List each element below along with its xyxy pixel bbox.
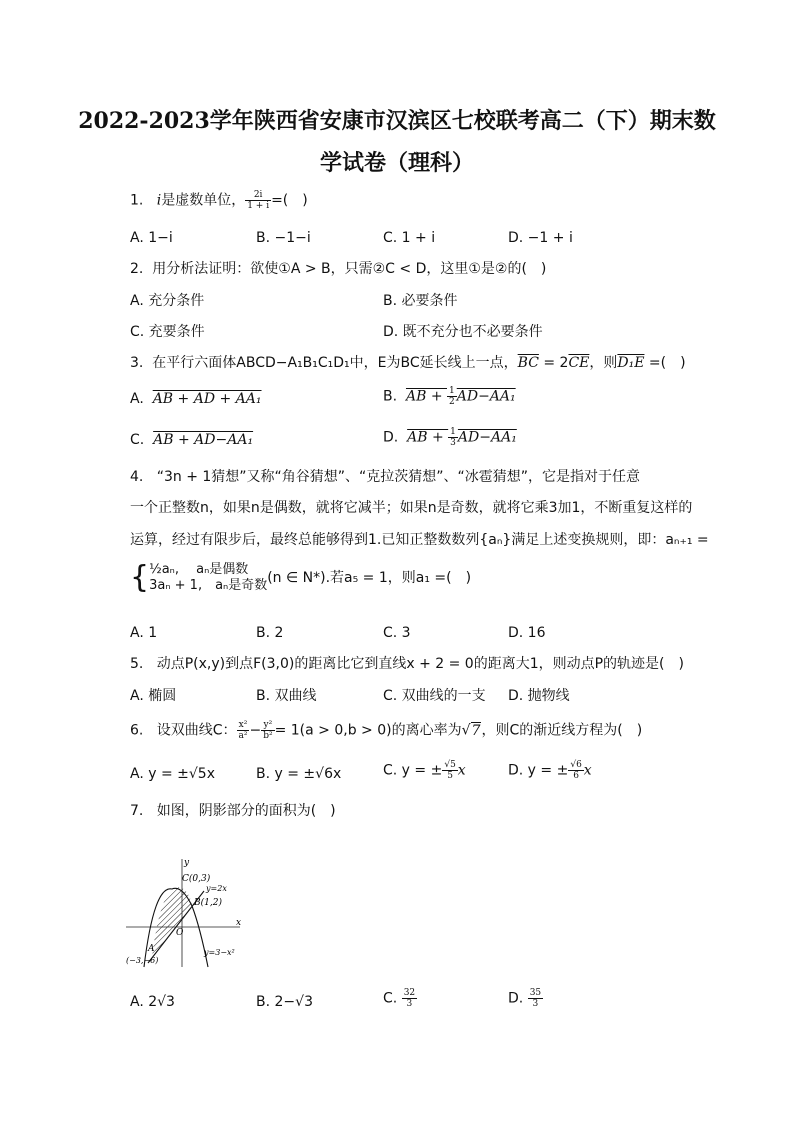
question-number: 5.	[130, 656, 144, 672]
point-a-label: A	[148, 944, 155, 954]
option-b: B. 双曲线	[256, 688, 317, 704]
shaded-region	[152, 887, 192, 957]
fraction-numerator: y²	[261, 720, 274, 731]
question-5	[130, 654, 740, 674]
option-variable: x	[457, 762, 466, 779]
question-text: 用分析法证明：欲使①A > B，只需②C < D，这里①是②的( )	[152, 261, 547, 277]
question-4-line3: 运算，经过有限步后，最终总能够得到1.已知正整数数列{aₙ}满足上述变换规则，即：aₙ₊₁ =	[130, 532, 709, 548]
question-number: 3.	[130, 355, 144, 371]
option-d: D. 抛物线	[508, 688, 570, 704]
option-c	[383, 988, 417, 1009]
question-7	[130, 801, 740, 821]
question-text: 是虚数单位，	[161, 192, 246, 209]
option-b: B. −1−i	[256, 230, 311, 246]
option-a: A. 椭圆	[130, 688, 177, 704]
option-a: A. y = ±√5x	[130, 766, 215, 782]
fraction	[528, 988, 543, 1009]
option-b: B. 2	[256, 625, 284, 641]
fraction	[442, 760, 457, 781]
radicand: 7	[471, 722, 481, 739]
option-label: C.	[383, 990, 398, 1007]
option-b: B. y = ±√6x	[256, 766, 342, 782]
fraction-denominator: a²	[238, 731, 248, 741]
option-label: C.	[130, 432, 145, 448]
option-a: A. 2√3	[130, 994, 175, 1010]
question-3	[130, 353, 740, 373]
question-number: 1.	[130, 192, 144, 209]
fraction-numerator: 1	[449, 386, 455, 396]
origin-label: O	[176, 928, 184, 938]
fraction-numerator: √5	[444, 760, 456, 770]
fraction	[448, 427, 458, 448]
fraction-denominator: 3	[450, 438, 456, 448]
option-d: D. −1 + i	[508, 230, 573, 246]
piecewise-rows	[149, 562, 267, 594]
vector: $\overline{CE}$	[568, 355, 590, 371]
x-axis-label: x	[236, 918, 242, 928]
question-text: 如图，阴影部分的面积为( )	[156, 803, 336, 819]
question-4-cases	[130, 562, 740, 594]
question-text: 设双曲线C：	[156, 722, 237, 739]
case-row: ½aₙ, aₙ是偶数	[149, 562, 249, 577]
fraction-denominator: 5	[447, 771, 453, 781]
point-b-label: B(1,2)	[194, 898, 222, 908]
question-text: 在平行六面体ABCD−A₁B₁C₁D₁中，E为BC延长线上一点，	[152, 355, 518, 371]
option-c	[130, 430, 253, 450]
fraction-numerator: 1	[450, 427, 456, 437]
line-label: y=2x	[206, 884, 227, 893]
point-a-coordinate: (−3,−6)	[126, 956, 159, 965]
option-b: B. 2−√3	[256, 994, 313, 1010]
option-c: C. 3	[383, 625, 411, 641]
question-text: ，则C的渐近线方程为( )	[481, 722, 643, 739]
fraction-denominator: 3	[532, 999, 539, 1009]
fraction-numerator: 2i	[245, 190, 271, 201]
fraction-denominator: 3	[406, 999, 413, 1009]
question-number: 4.	[130, 469, 144, 485]
option-d	[508, 760, 592, 781]
option-expression: AB + AD + AA₁	[152, 391, 262, 407]
option-a: A. 1−i	[130, 230, 173, 246]
option-a: A. 充分条件	[130, 293, 205, 309]
option-label: B.	[383, 388, 398, 405]
fraction	[237, 720, 250, 741]
option-label: A.	[130, 391, 144, 407]
fraction-denominator: b²	[263, 731, 273, 741]
option-a	[130, 389, 262, 409]
question-text: “3n + 1猜想”又称“角谷猜想”、“克拉茨猜想”、“冰雹猜想”，它是指对于任意	[156, 469, 641, 485]
question-text: =( )	[271, 192, 308, 209]
minus-sign: −	[249, 722, 262, 739]
square-root	[462, 722, 482, 739]
question-number: 2.	[130, 261, 144, 277]
question-6	[130, 720, 740, 741]
option-d	[508, 988, 543, 1009]
option-label: D. y = ±	[508, 762, 569, 779]
question-text: =( )	[644, 355, 686, 371]
option-c: C. 1 + i	[383, 230, 436, 246]
question-text: i	[156, 192, 162, 209]
question-1	[130, 190, 740, 211]
brace-symbol: {	[130, 560, 150, 595]
question-text: ，则	[589, 355, 618, 371]
fraction	[568, 760, 583, 781]
question-number: 7.	[130, 803, 144, 819]
fraction	[245, 190, 271, 211]
fraction-numerator: 35	[529, 988, 542, 998]
option-expression: AB + AD−AA₁	[153, 432, 254, 448]
question-4-line1	[130, 467, 740, 487]
area-figure	[126, 855, 246, 970]
question-text: = 1(a > 0,b > 0)的离心率为	[274, 722, 462, 739]
fraction-denominator: 2	[449, 397, 455, 407]
fraction	[402, 988, 417, 1009]
vector: D₁E	[617, 355, 645, 371]
option-variable: x	[583, 762, 592, 779]
fraction-denominator: 6	[573, 771, 579, 781]
question-text: 动点P(x,y)到点F(3,0)的距离比它到直线x + 2 = 0的距离大1，则动点P的轨迹是( )	[156, 656, 684, 672]
question-2	[130, 259, 740, 279]
fraction-denominator: 1 + i	[247, 201, 270, 211]
option-c: C. 双曲线的一支	[383, 688, 486, 704]
question-number: 6.	[130, 722, 144, 739]
vector: $\overline{BC}$	[517, 355, 539, 371]
fraction	[261, 720, 274, 741]
exam-title-line2: 学试卷（理科）	[319, 150, 474, 176]
radical-sign: √	[461, 722, 471, 739]
option-c	[383, 760, 466, 781]
option-expression: AB +	[407, 429, 449, 446]
option-label: C. y = ±	[383, 762, 443, 779]
question-4-line2: 一个正整数n，如果n是偶数，就将它减半；如果n是奇数，就将它乘3加1，不断重复这样的	[130, 500, 693, 516]
option-b	[383, 386, 516, 407]
option-d: D. 既不充分也不必要条件	[383, 324, 543, 340]
case-row: 3aₙ + 1, aₙ是奇数	[149, 578, 268, 593]
fraction	[447, 386, 457, 407]
option-b: B. 必要条件	[383, 293, 458, 309]
option-d	[383, 427, 517, 448]
option-c: C. 充要条件	[130, 324, 205, 340]
fraction-numerator: √6	[570, 760, 582, 770]
option-expression: AB +	[405, 388, 447, 405]
curve-label: y=3−x²	[204, 948, 235, 957]
fraction-numerator: x²	[237, 720, 250, 731]
piecewise	[130, 562, 267, 594]
option-expression: AD−AA₁	[456, 388, 516, 405]
question-text: = 2	[538, 355, 569, 371]
exam-title-line1: 2022-2023学年陕西省安康市汉滨区七校联考高二（下）期末数	[78, 108, 716, 134]
option-a: A. 1	[130, 625, 158, 641]
option-d: D. 16	[508, 625, 546, 641]
point-c-label: C(0,3)	[182, 874, 211, 884]
y-axis-label: y	[184, 858, 190, 868]
option-expression: AD−AA₁	[457, 429, 517, 446]
option-label: D.	[508, 990, 524, 1007]
fraction-numerator: 32	[403, 988, 416, 998]
question-text: (n ∈ N*).若a₅ = 1，则a₁ =( )	[267, 570, 472, 586]
option-label: D.	[383, 429, 399, 446]
